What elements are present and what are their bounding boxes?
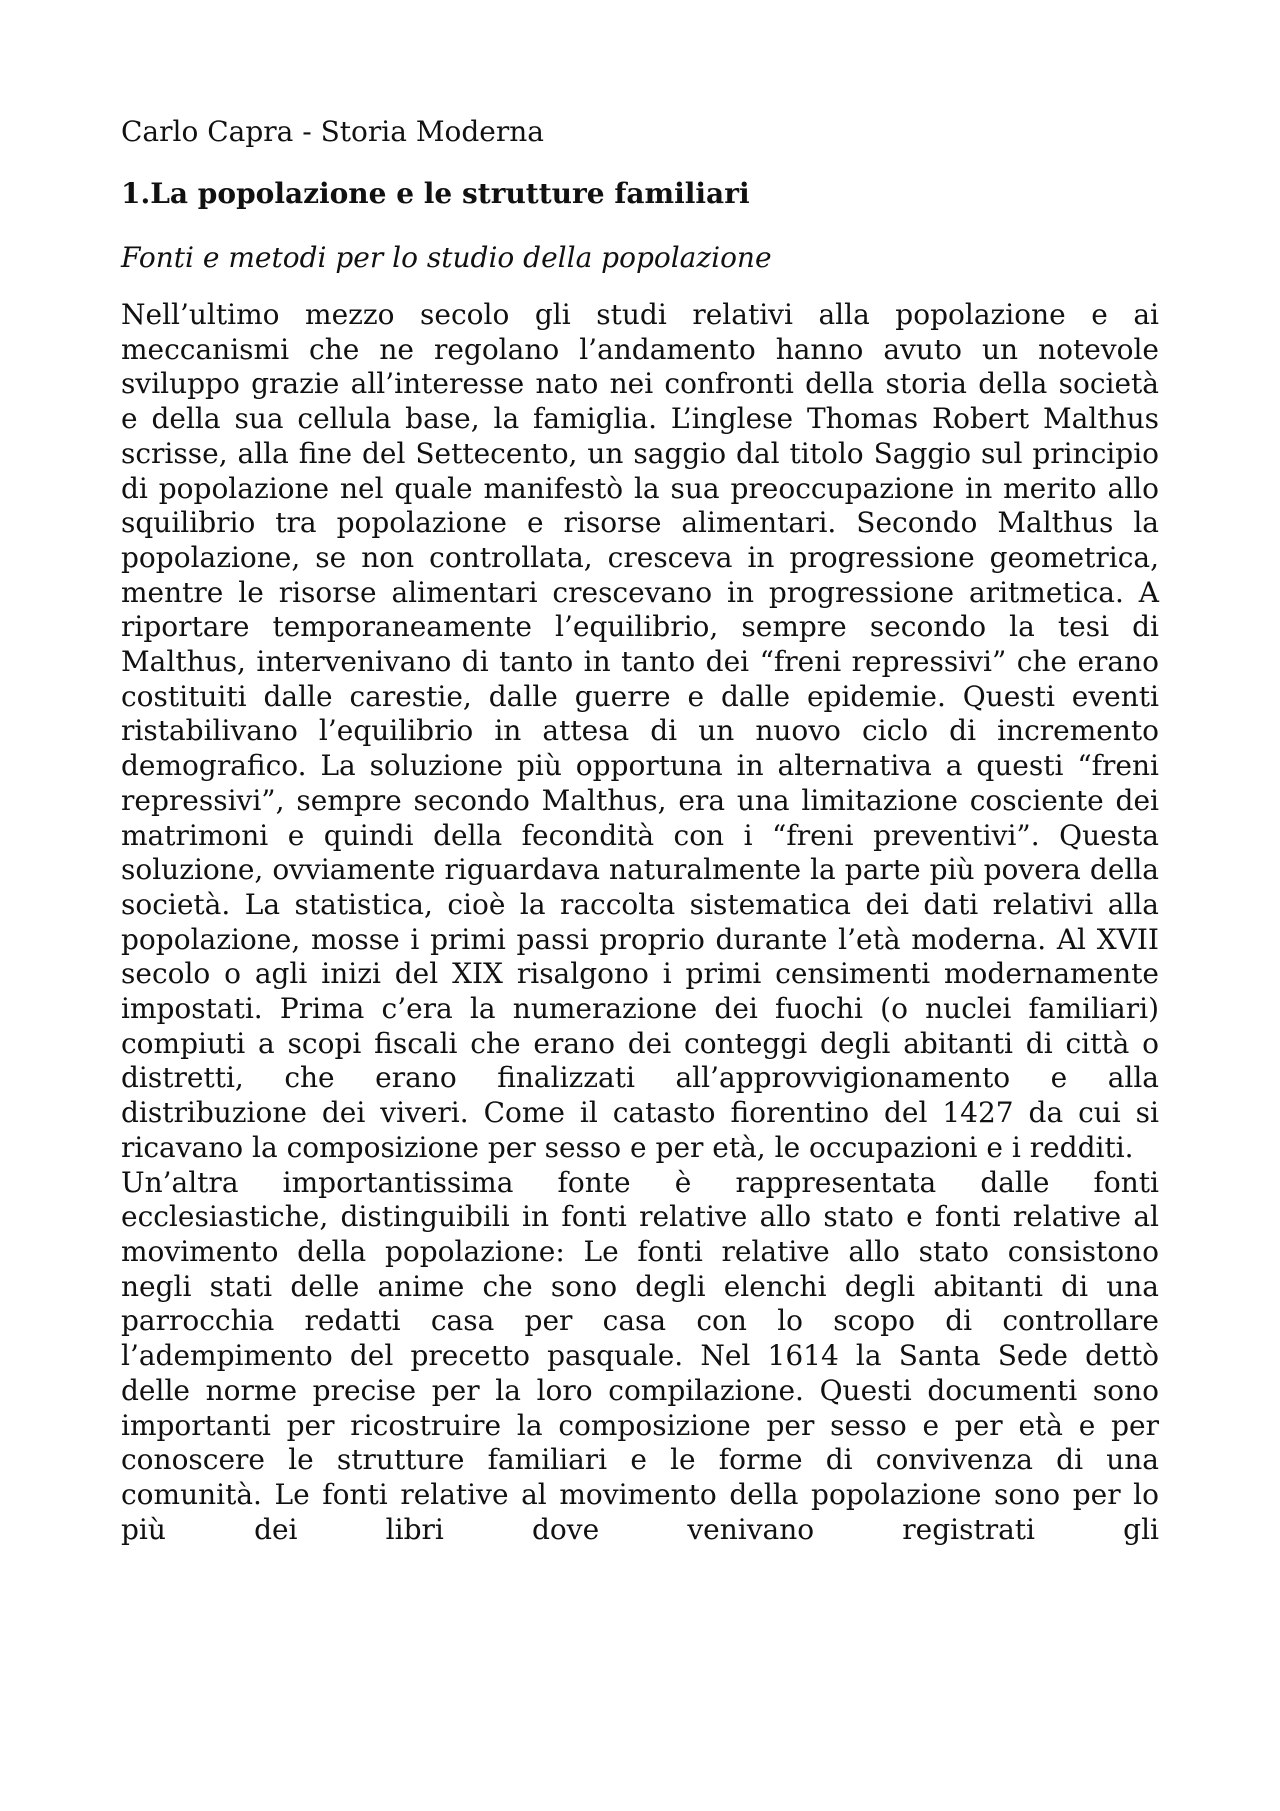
chapter-title: 1.La popolazione e le strutture familiari [121,177,750,210]
document-header: Carlo Capra - Storia Moderna [121,115,544,148]
body-paragraph-2: Un’altra importantissima fonte è rappresentata dalle fonti ecclesiastiche, distinguibili in fonti relative allo stato e fonti relative al movimento della popolazione: Le fonti relative allo stato consistono negli stati delle anime che sono degli elenchi degli abitanti di una parrocchia redatti casa per casa con lo scopo di controllare l’adempimento del precetto pasquale. Nel 1614 la Santa Sede dettò delle norme precise per la loro compilazione. Questi documenti sono importanti per ricostruire la composizione per sesso e per età e per conoscere le strutture familiari e le forme di convivenza di una comunità. Le fonti relative al movimento della popolazione sono per lo più dei libri dove venivano registrati gli [121,1165,1159,1546]
body-paragraph-1: Nell’ultimo mezzo secolo gli studi relativi alla popolazione e ai meccanismi che ne regolano l’andamento hanno avuto un notevole sviluppo grazie all’interesse nato nei confronti della storia della società e della sua cellula base, la famiglia. L’inglese Thomas Robert Malthus scrisse, alla fine del Settecento, un saggio dal titolo Saggio sul principio di popolazione nel quale manifestò la sua preoccupazione in merito allo squilibrio tra popolazione e risorse alimentari. Secondo Malthus la popolazione, se non controllata, cresceva in progressione geometrica, mentre le risorse alimentari crescevano in progressione aritmetica. A riportare temporaneamente l’equilibrio, sempre secondo la tesi di Malthus, intervenivano di tanto in tanto dei “freni repressivi” che erano costituiti dalle carestie, dalle guerre e dalle epidemie. Questi eventi ristabilivano l’equilibrio in attesa di un nuovo ciclo di incremento demografico. La soluzione più opportuna in alternativa a questi “freni repressivi”, sempre secondo Malthus, era una limitazione cosciente dei matrimoni e quindi della fecondità con i “freni preventivi”. Questa soluzione, ovviamente riguardava naturalmente la parte più povera della società. La statistica, cioè la raccolta sistematica dei dati relativi alla popolazione, mosse i primi passi proprio durante l’età moderna. Al XVII secolo o agli inizi del XIX risalgono i primi censimenti modernamente impostati. Prima c’era la numerazione dei fuochi (o nuclei familiari) compiuti a scopi fiscali che erano dei conteggi degli abitanti di città o distretti, che erano finalizzati all’approvvigionamento e alla distribuzione dei viveri. Come il catasto fiorentino del 1427 da cui si ricavano la composizione per sesso e per età, le occupazioni e i redditi. [121,298,1159,1164]
section-title: Fonti e metodi per lo studio della popolazione [121,241,772,274]
page-content [121,112,1159,1547]
